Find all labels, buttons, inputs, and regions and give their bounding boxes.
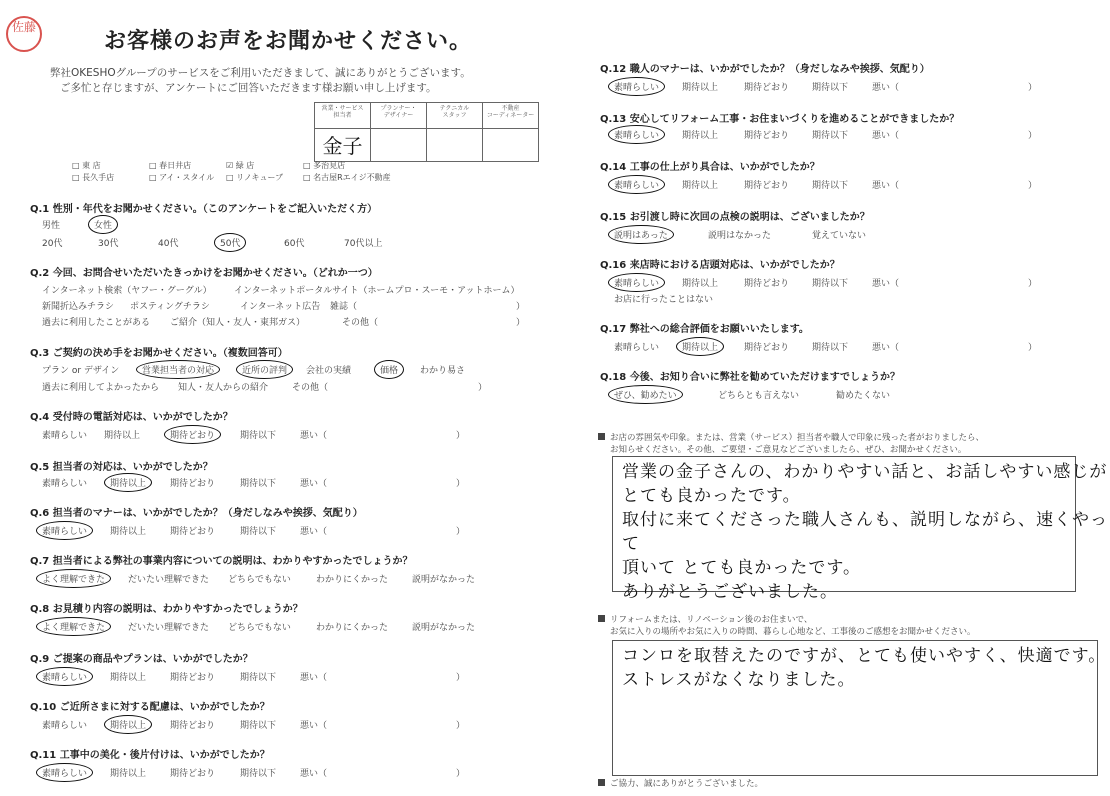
intro-text: 弊社OKESHOグループのサービスをご利用いただきまして、誠にありがとうございます。 ご多忙と存じますが、アンケートにご回答いただきます様お願い申し上げます。 [50,67,471,94]
opt-as-expected[interactable]: 期待どおり [170,673,216,683]
opt-bad-close: ） [456,721,466,731]
q10-heading: Q.10 ご近所さまに対する配慮は、いかがでしたか？ [30,698,270,713]
opt-as-expected-selected[interactable]: 期待どおり [164,425,221,444]
opt-newspaper-flyer[interactable]: 新聞折込みチラシ [42,302,115,312]
opt-below[interactable]: 期待以下 [240,479,277,489]
opt-q3-other-close: ） [478,383,488,393]
store-nagakute[interactable]: □ 長久手店 [72,173,115,182]
opt-plan-design[interactable]: プラン or デザイン [42,366,120,376]
opt-as-expected[interactable]: 期待どおり [170,527,216,537]
opt-above[interactable]: 期待以上 [682,279,719,289]
opt-bad-close: ） [1028,83,1038,93]
opt-bad-close: ） [1028,279,1038,289]
staff-table [314,102,539,162]
opt-age-60[interactable]: 60代 [284,239,305,249]
opt-excellent-selected[interactable]: 素晴らしい [36,521,93,540]
opt-excellent-selected[interactable]: 素晴らしい [36,667,93,686]
opt-hard-to-understand[interactable]: わかりにくかった [316,575,389,585]
opt-as-expected[interactable]: 期待どおり [744,181,790,191]
opt-dont-recommend[interactable]: 勧めたくない [836,391,891,401]
opt-company-record[interactable]: 会社の実績 [306,366,352,376]
opt-not-explained[interactable]: 説明はなかった [708,231,772,241]
opt-bad[interactable]: 悪い（ [300,479,328,489]
opt-below[interactable]: 期待以下 [240,769,277,779]
q18-heading: Q.18 今後、お知り合いに弊社を勧めていただけますでしょうか？ [600,368,900,383]
opt-as-expected[interactable]: 期待どおり [744,343,790,353]
q8-heading: Q.8 お見積り内容の説明は、わかりやすかったでしょうか？ [30,600,303,615]
opt-bad-close: ） [456,527,466,537]
opt-cant-say[interactable]: どちらとも言えない [718,391,800,401]
opt-age-20[interactable]: 20代 [42,239,63,249]
opt-age-50-selected[interactable]: 50代 [214,233,246,252]
opt-above-selected[interactable]: 期待以上 [676,337,724,356]
opt-as-expected[interactable]: 期待どおり [744,83,790,93]
q13-heading: Q.13 安心してリフォーム工事・お住まいづくりを進めることができましたか？ [600,110,959,125]
opt-male[interactable]: 男性 [42,221,61,231]
bullet-square-icon [598,779,605,786]
opt-excellent[interactable]: 素晴らしい [614,343,660,353]
opt-above[interactable]: 期待以上 [110,527,147,537]
store-midori[interactable]: ☑ 緑 店 [226,161,255,170]
opt-above-selected[interactable]: 期待以上 [104,715,152,734]
q11-heading: Q.11 工事中の美化・後片付けは、いかがでしたか？ [30,746,270,761]
opt-friend-referral[interactable]: 知人・友人からの紹介 [178,383,269,393]
opt-magazine-close: ） [516,302,526,312]
opt-below[interactable]: 期待以下 [812,83,849,93]
opt-no-explanation[interactable]: 説明がなかった [412,575,476,585]
q14-heading: Q.14 工事の仕上がり具合は、いかがでしたか？ [600,158,820,173]
opt-bad-close: ） [1028,343,1038,353]
opt-above[interactable]: 期待以上 [110,673,147,683]
opt-bad-close: ） [456,479,466,489]
opt-clarity[interactable]: わかり易さ [420,366,466,376]
opt-bad-close: ） [456,769,466,779]
staff-header-technical: テクニカル スタッフ [427,103,483,129]
opt-mostly-understood[interactable]: だいたい理解できた [128,575,210,585]
opt-bad[interactable]: 悪い（ [872,181,900,191]
staff-value-planner [371,129,427,162]
opt-hard-to-understand[interactable]: わかりにくかった [316,623,389,633]
opt-bad[interactable]: 悪い（ [300,721,328,731]
q7-heading: Q.7 担当者による弊社の事業内容についての説明は、わかりやすかったでしょうか？ [30,552,413,567]
opt-age-70[interactable]: 70代以上 [344,239,383,249]
opt-below[interactable]: 期待以下 [812,343,849,353]
opt-understood-well-selected[interactable]: よく理解できた [36,617,111,636]
opt-used-before[interactable]: 過去に利用したことがある [42,318,151,328]
opt-bad-close: ） [456,431,466,441]
staff-value-realestate [483,129,539,162]
opt-below[interactable]: 期待以下 [812,279,849,289]
bullet-square-icon [598,615,605,622]
opt-no-explanation[interactable]: 説明がなかった [412,623,476,633]
store-nagoya-rage[interactable]: □ 名古屋Rエイジ不動産 [303,173,391,182]
q15-heading: Q.15 お引渡し時に次回の点検の説明は、ございましたか？ [600,208,870,223]
q6-heading: Q.6 担当者のマナーは、いかがでしたか？（身だしなみや挨拶、気配り） [30,504,363,519]
opt-never-visited[interactable]: お店に行ったことはない [614,295,714,305]
opt-excellent[interactable]: 素晴らしい [42,431,88,441]
opt-dont-remember[interactable]: 覚えていない [812,231,867,241]
opt-above-selected[interactable]: 期待以上 [104,473,152,492]
opt-q3-other[interactable]: その他（ [292,383,329,393]
q5-heading: Q.5 担当者の対応は、いかがでしたか？ [30,458,213,473]
opt-referral[interactable]: ご紹介（知人・友人・東邦ガス） [170,318,306,328]
opt-above[interactable]: 期待以上 [682,83,719,93]
opt-sales-staff-selected[interactable]: 営業担当者の対応 [136,360,220,379]
thanks-footer: ご協力、誠にありがとうございました。 [598,778,763,790]
comment-section-1-prompt: お店の雰囲気や印象。または、営業（サービス）担当者や職人で印象に残った者がおりましたら、 お知らせください。その他、ご要望・ご意見などございましたら、ぜひ、お聞かせください。 [598,432,984,456]
store-checkboxes [72,160,423,184]
store-istyle[interactable]: □ アイ・スタイル [149,173,215,182]
opt-local-reputation-selected[interactable]: 近所の評判 [236,360,293,379]
q16-heading: Q.16 来店時における店頭対応は、いかがでしたか？ [600,256,840,271]
opt-as-expected[interactable]: 期待どおり [744,279,790,289]
q1-heading: Q.1 性別・年代をお聞かせください。（このアンケートをご記入いただく方） [30,200,377,215]
page-title: お客様のお声をお聞かせください。 [104,29,473,54]
staff-value-technical [427,129,483,162]
opt-price-selected[interactable]: 価格 [374,360,404,379]
opt-neutral[interactable]: どちらでもない [228,623,291,633]
opt-as-expected[interactable]: 期待どおり [170,721,216,731]
opt-internet-search[interactable]: インターネット検索（ヤフー・グーグル） [42,286,212,296]
opt-bad[interactable]: 悪い（ [300,769,328,779]
store-east[interactable]: □ 東 店 [72,161,101,170]
opt-bad-close: ） [1028,181,1038,191]
comment-text-1: 営業の金子さんの、わかりやすい話と、お話しやすい感じが とても良かったです。 取付に来てくださった職人さんも、説明しながら、速くやって 頂いて とても良かったです。 ありがとうございました。 [622,462,1108,602]
opt-age-40[interactable]: 40代 [158,239,179,249]
q12-heading: Q.12 職人のマナーは、いかがでしたか？（身だしなみや挨拶、気配り） [600,60,930,75]
opt-excellent-selected[interactable]: 素晴らしい [608,175,665,194]
opt-bad[interactable]: 悪い（ [872,343,900,353]
opt-below[interactable]: 期待以下 [240,431,277,441]
opt-below[interactable]: 期待以下 [240,721,277,731]
opt-used-good[interactable]: 過去に利用してよかったから [42,383,160,393]
opt-bad[interactable]: 悪い（ [300,431,328,441]
opt-below[interactable]: 期待以下 [240,673,277,683]
opt-bad[interactable]: 悪い（ [300,527,328,537]
opt-magazine[interactable]: 雑誌（ [330,302,358,312]
opt-below[interactable]: 期待以下 [240,527,277,537]
opt-internet-ad[interactable]: インターネット広告 [240,302,321,312]
opt-other[interactable]: その他（ [342,318,379,328]
opt-neutral[interactable]: どちらでもない [228,575,291,585]
staff-value-sales: 金子 [315,129,371,162]
q2-heading: Q.2 今回、お問合せいただいたきっかけをお聞かせください。（どれか一つ） [30,264,378,279]
q3-heading: Q.3 ご契約の決め手をお聞かせください。（複数回答可） [30,344,288,359]
opt-portal-site[interactable]: インターネットポータルサイト（ホームプロ・スーモ・アットホーム） [234,286,520,296]
opt-above[interactable]: 期待以上 [104,431,141,441]
q9-heading: Q.9 ご提案の商品やプランは、いかがでしたか？ [30,650,253,665]
opt-bad[interactable]: 悪い（ [872,131,900,141]
opt-definitely-recommend-selected[interactable]: ぜひ、勧めたい [608,385,683,404]
opt-excellent[interactable]: 素晴らしい [42,721,88,731]
opt-mostly-understood[interactable]: だいたい理解できた [128,623,210,633]
q17-heading: Q.17 弊社への総合評価をお願いいたします。 [600,320,809,335]
opt-below[interactable]: 期待以下 [812,181,849,191]
staff-header-realestate: 不動産 コーディネーター [483,103,539,129]
opt-as-expected[interactable]: 期待どおり [170,769,216,779]
opt-other-close: ） [516,318,526,328]
q4-heading: Q.4 受付時の電話対応は、いかがでしたか？ [30,408,233,423]
opt-age-30[interactable]: 30代 [98,239,119,249]
opt-bad[interactable]: 悪い（ [300,673,328,683]
opt-bad-close: ） [1028,131,1038,141]
store-tajimi[interactable]: □ 多治見店 [303,161,346,170]
opt-female-selected[interactable]: 女性 [88,215,118,234]
opt-posting-flyer[interactable]: ポスティングチラシ [130,302,210,312]
opt-excellent[interactable]: 素晴らしい [42,479,88,489]
staff-header-sales: 営業・サービス 担当者 [315,103,371,129]
opt-below[interactable]: 期待以下 [812,131,849,141]
opt-above[interactable]: 期待以上 [682,181,719,191]
store-renocube[interactable]: □ リノキューブ [226,173,284,182]
bullet-square-icon [598,433,605,440]
staff-header-planner: プランナー・ デザイナー [371,103,427,129]
comment-text-2: コンロを取替えたのですが、とても使いやすく、快適です。 ストレスがなくなりました。 [622,646,1107,690]
opt-bad[interactable]: 悪い（ [872,83,900,93]
comment-section-2-prompt: リフォームまたは、リノベーション後のお住まいで、 お気に入りの場所やお気に入りの時間、暮らし心地など、工事後のご感想をお聞かせください。 [598,614,976,638]
opt-excellent-selected[interactable]: 素晴らしい [608,273,665,292]
opt-excellent-selected[interactable]: 素晴らしい [608,77,665,96]
opt-as-expected[interactable]: 期待どおり [170,479,216,489]
opt-excellent-selected[interactable]: 素晴らしい [608,125,665,144]
opt-bad[interactable]: 悪い（ [872,279,900,289]
opt-above[interactable]: 期待以上 [682,131,719,141]
opt-as-expected[interactable]: 期待どおり [744,131,790,141]
opt-bad-close: ） [456,673,466,683]
opt-understood-well-selected[interactable]: よく理解できた [36,569,111,588]
opt-excellent-selected[interactable]: 素晴らしい [36,763,93,782]
store-kasugai[interactable]: □ 春日井店 [149,161,192,170]
opt-above[interactable]: 期待以上 [110,769,147,779]
name-seal-stamp: 佐藤 [6,16,42,52]
opt-explained-selected[interactable]: 説明はあった [608,225,674,244]
